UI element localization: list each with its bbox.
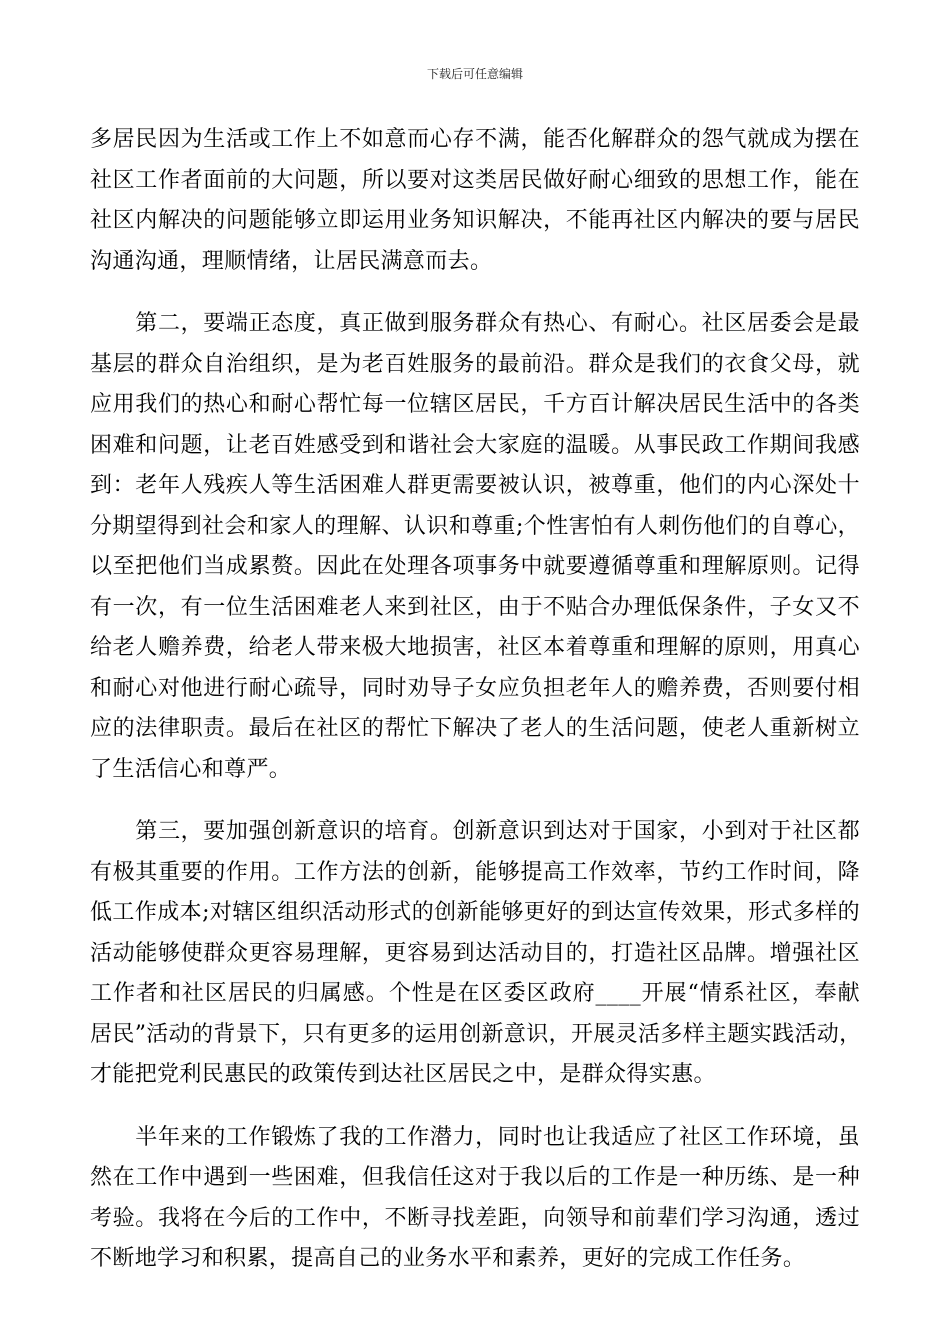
text-line: 到：老年人残疾人等生活困难人群更需要被认识，被尊重，他们的内心深处十 bbox=[90, 473, 860, 498]
paragraph-third bbox=[90, 812, 860, 1096]
text-line: 然在工作中遇到一些困难，但我信任这对于我以后的工作是一种历练、是一种 bbox=[90, 1165, 860, 1190]
text-line: 社区内解决的问题能够立即运用业务知识解决，不能再社区内解决的要与居民 bbox=[90, 208, 860, 233]
text-line: 工作者和社区居民的归属感。个性是在区委区政府____开展“情系社区，奉献 bbox=[90, 981, 860, 1006]
text-line: 有一次，有一位生活困难老人来到社区，由于不贴合办理低保条件，子女又不 bbox=[90, 594, 860, 620]
text-line: 和耐心对他进行耐心疏导，同时劝导子女应负担老年人的赡养费，否则要付相 bbox=[90, 675, 860, 701]
text-line: 给老人赡养费，给老人带来极大地损害，社区本着尊重和理解的原则，用真心 bbox=[90, 635, 860, 660]
text-line: 有极其重要的作用。工作方法的创新，能够提高工作效率，节约工作时间，降 bbox=[90, 859, 860, 885]
paragraph-summary bbox=[90, 1118, 860, 1280]
text-line: 居民”活动的背景下，只有更多的运用创新意识，开展灵活多样主题实践活动， bbox=[90, 1021, 862, 1047]
text-line: 多居民因为生活或工作上不如意而心存不满，能否化解群众的怨气就成为摆在 bbox=[90, 127, 860, 152]
text-line: 分期望得到社会和家人的理解、认识和尊重;个性害怕有人刺伤他们的自尊心， bbox=[90, 513, 860, 539]
text-line: 低工作成本;对辖区组织活动形式的创新能够更好的到达宣传效果，形式多样的 bbox=[90, 900, 860, 925]
text-line: 才能把党利民惠民的政策传到达社区居民之中，是群众得实惠。 bbox=[90, 1062, 716, 1087]
text-line: 考验。我将在今后的工作中，不断寻找差距，向领导和前辈们学习沟通，透过 bbox=[90, 1205, 860, 1231]
text-line: 应的法律职责。最后在社区的帮忙下解决了老人的生活问题，使老人重新树立 bbox=[90, 716, 860, 741]
text-line: 不断地学习和积累，提高自己的业务水平和素养，更好的完成工作任务。 bbox=[90, 1246, 806, 1271]
text-line: 应用我们的热心和耐心帮忙每一位辖区居民，千方百计解决居民生活中的各类 bbox=[90, 392, 860, 417]
text-line: 沟通沟通，理顺情绪，让居民满意而去。 bbox=[90, 248, 493, 274]
text-line: 基层的群众自治组织，是为老百姓服务的最前沿。群众是我们的衣食父母，就 bbox=[90, 351, 860, 377]
text-line: 活动能够使群众更容易理解，更容易到达活动目的，打造社区品牌。增强社区 bbox=[90, 940, 860, 966]
paragraph-continuation bbox=[90, 120, 860, 282]
text-line: 第三，要加强创新意识的培育。创新意识到达对于国家，小到对于社区都 bbox=[90, 819, 860, 844]
text-line: 以至把他们当成累赘。因此在处理各项事务中就要遵循尊重和理解原则。记得 bbox=[90, 554, 860, 579]
text-line: 半年来的工作锻炼了我的工作潜力，同时也让我适应了社区工作环境，虽 bbox=[90, 1124, 860, 1150]
document-body bbox=[90, 120, 860, 1302]
paragraph-second bbox=[90, 304, 860, 790]
text-line: 第二，要端正态度，真正做到服务群众有热心、有耐心。社区居委会是最 bbox=[90, 311, 860, 336]
text-line: 困难和问题，让老百姓感受到和谐社会大家庭的温暖。从事民政工作期间我感 bbox=[90, 432, 860, 458]
text-line: 了生活信心和尊严。 bbox=[90, 756, 292, 782]
text-line: 社区工作者面前的大问题，所以要对这类居民做好耐心细致的思想工作，能在 bbox=[90, 167, 860, 193]
page-header: 下载后可任意编辑 bbox=[426, 67, 523, 81]
